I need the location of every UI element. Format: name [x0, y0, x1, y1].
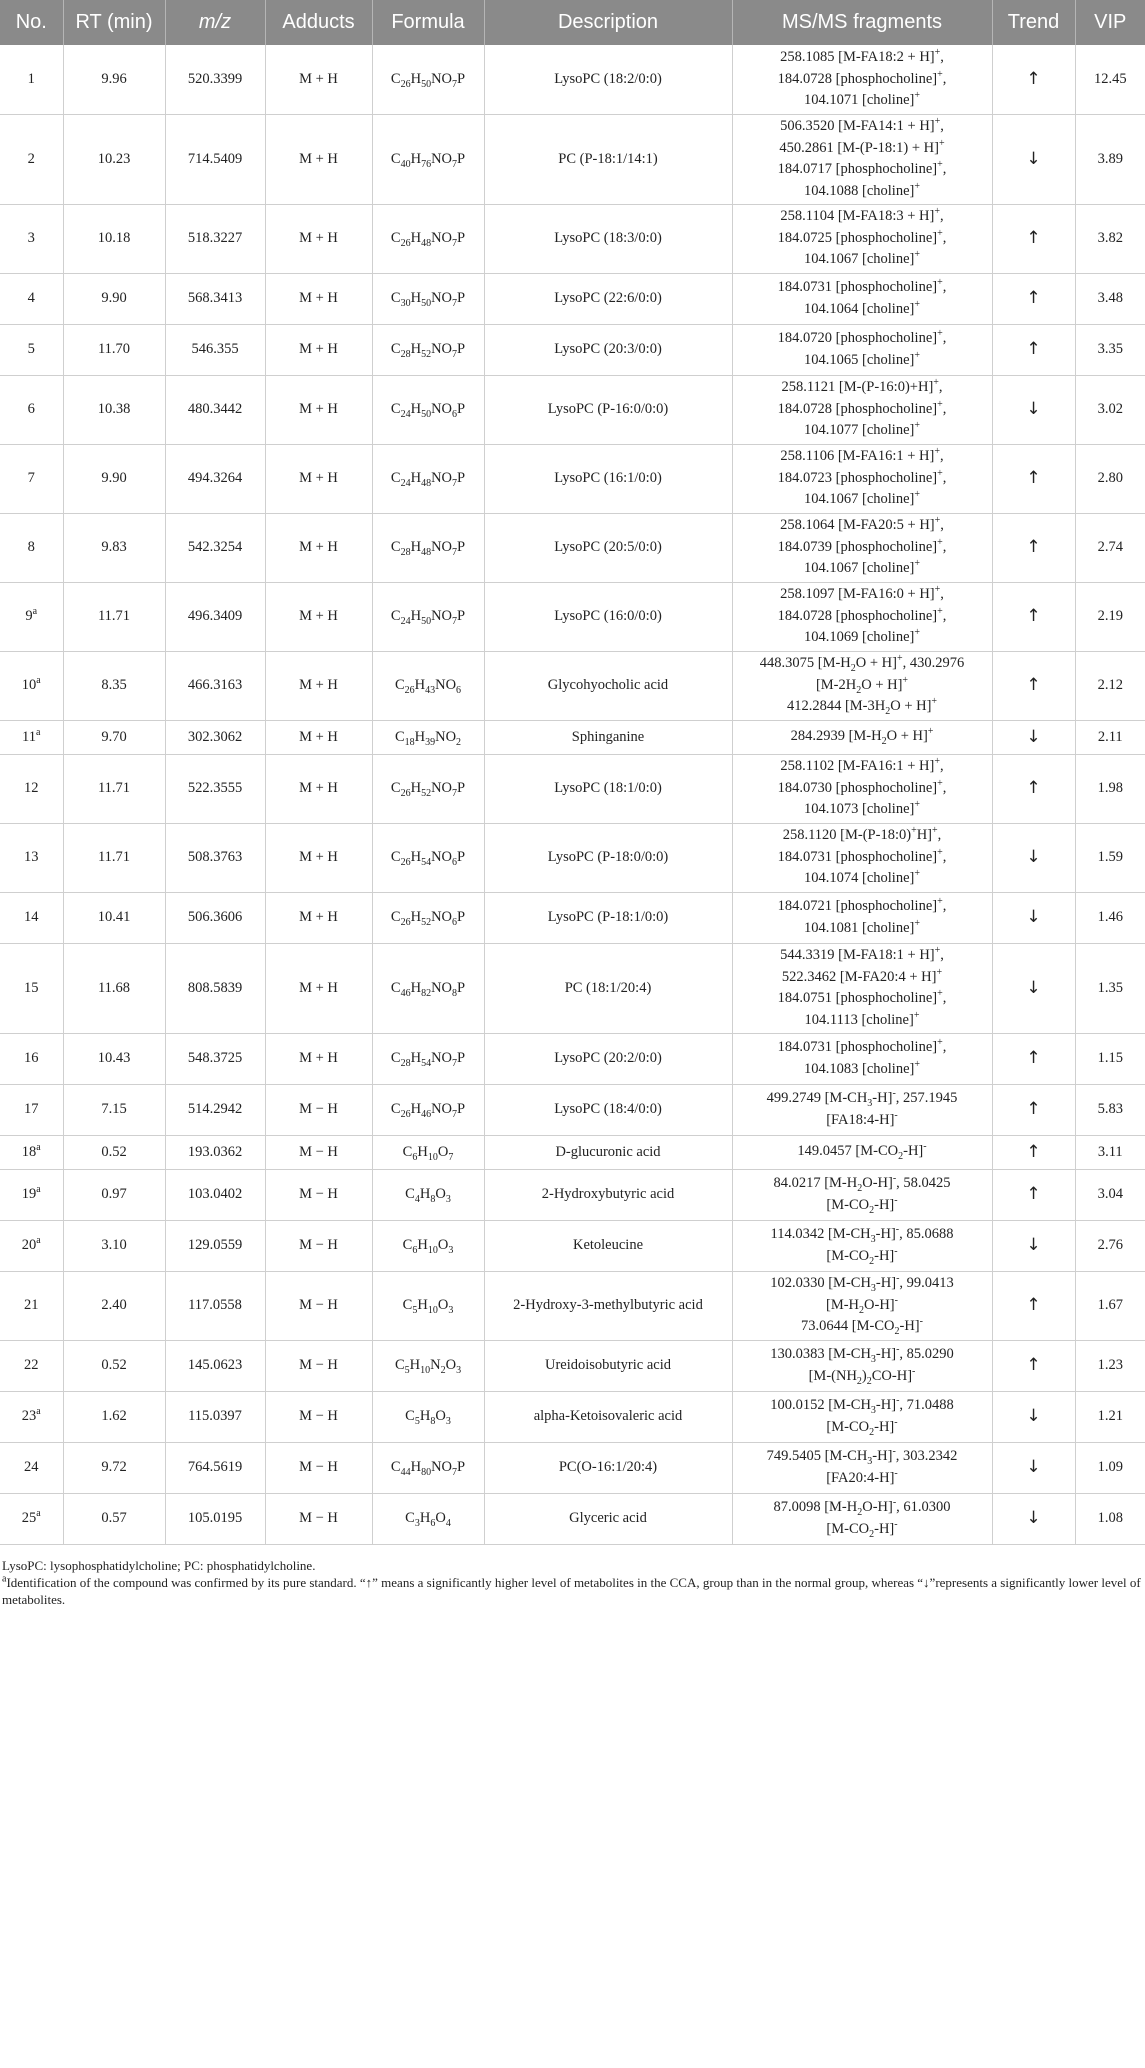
table-row	[0, 273, 1145, 324]
cell-rt: 8.35	[63, 651, 165, 720]
table-row	[0, 1033, 1145, 1084]
table-row	[0, 651, 1145, 720]
cell-trend: ↑	[992, 582, 1075, 651]
cell-mz: 542.3254	[165, 513, 265, 582]
cell-rt: 10.41	[63, 892, 165, 943]
header-fragments: MS/MS fragments	[732, 0, 992, 45]
cell-vip: 2.19	[1075, 582, 1145, 651]
cell-adduct: M + H	[265, 582, 372, 651]
table-header	[0, 0, 1145, 45]
cell-adduct: M + H	[265, 375, 372, 444]
cell-trend: ↓	[992, 375, 1075, 444]
cell-no: 17	[0, 1084, 63, 1135]
cell-formula: $C_5H_{10}N_2O_3$	[372, 1340, 484, 1391]
cell-description: LysoPC (20:5/0:0)	[484, 513, 732, 582]
cell-mz: 808.5839	[165, 943, 265, 1033]
cell-mz: 514.2942	[165, 1084, 265, 1135]
table-row	[0, 114, 1145, 204]
cell-adduct: M + H	[265, 444, 372, 513]
cell-adduct: M − H	[265, 1271, 372, 1340]
cell-no: 14	[0, 892, 63, 943]
cell-description: LysoPC (18:3/0:0)	[484, 204, 732, 273]
cell-mz: 193.0362	[165, 1135, 265, 1169]
cell-mz: 302.3062	[165, 720, 265, 754]
cell-description: Sphinganine	[484, 720, 732, 754]
cell-rt: 0.52	[63, 1340, 165, 1391]
cell-fragments: 258.1121 [M-(P-16:0)+H]+, 184.0728 [phosphocholine]+, 104.1077 [choline]+	[732, 375, 992, 444]
cell-trend: ↑	[992, 1135, 1075, 1169]
cell-no: 11$^a$	[0, 720, 63, 754]
cell-fragments: 544.3319 [M-FA18:1 + H]+, 522.3462 [M-FA20:4 + H]+ 184.0751 [phosphocholine]+, 104.1113 [choline]+	[732, 943, 992, 1033]
cell-adduct: M + H	[265, 720, 372, 754]
cell-trend: ↓	[992, 1220, 1075, 1271]
cell-fragments: 149.0457 $[M-CO_2-H]^-$	[732, 1135, 992, 1169]
cell-rt: 9.83	[63, 513, 165, 582]
cell-mz: 508.3763	[165, 823, 265, 892]
cell-description: LysoPC (16:0/0:0)	[484, 582, 732, 651]
cell-vip: 1.09	[1075, 1442, 1145, 1493]
cell-fragments: 448.3075 $[M-H_2O + H]^+$, 430.2976 $[M-2H_2O + H]^+$ 412.2844 $[M-3H_2O + H]^+$	[732, 651, 992, 720]
cell-trend: ↑	[992, 754, 1075, 823]
cell-mz: 466.3163	[165, 651, 265, 720]
table-row	[0, 1391, 1145, 1442]
table-body	[0, 45, 1145, 1544]
header-no: No.	[0, 0, 63, 45]
cell-adduct: M − H	[265, 1493, 372, 1544]
header-trend: Trend	[992, 0, 1075, 45]
table-row	[0, 45, 1145, 114]
cell-no: 16	[0, 1033, 63, 1084]
cell-fragments: 184.0731 [phosphocholine]+, 104.1083 [choline]+	[732, 1033, 992, 1084]
cell-rt: 1.62	[63, 1391, 165, 1442]
cell-no: 18$^a$	[0, 1135, 63, 1169]
cell-fragments: 114.0342 $[M-CH_3-H]^-$, 85.0688 $[M-CO_2-H]^-$	[732, 1220, 992, 1271]
cell-rt: 11.70	[63, 324, 165, 375]
cell-no: 13	[0, 823, 63, 892]
cell-formula: $C_6H_{10}O_7$	[372, 1135, 484, 1169]
cell-mz: 506.3606	[165, 892, 265, 943]
cell-rt: 9.70	[63, 720, 165, 754]
table-row	[0, 1220, 1145, 1271]
cell-mz: 518.3227	[165, 204, 265, 273]
cell-description: LysoPC (18:4/0:0)	[484, 1084, 732, 1135]
cell-description: LysoPC (20:2/0:0)	[484, 1033, 732, 1084]
cell-vip: 1.35	[1075, 943, 1145, 1033]
table-row	[0, 1340, 1145, 1391]
cell-vip: 3.04	[1075, 1169, 1145, 1220]
cell-trend: ↑	[992, 324, 1075, 375]
standard-mark: a	[36, 1184, 41, 1196]
standard-mark: a	[36, 1508, 41, 1520]
cell-formula: $C_{26}H_{43}NO_6$	[372, 651, 484, 720]
cell-fragments: 184.0720 [phosphocholine]+, 104.1065 [choline]+	[732, 324, 992, 375]
cell-formula: $C_{30}H_{50}NO_7P$	[372, 273, 484, 324]
table-row	[0, 1084, 1145, 1135]
cell-description: Glyceric acid	[484, 1493, 732, 1544]
cell-description: PC(O-16:1/20:4)	[484, 1442, 732, 1493]
cell-rt: 9.90	[63, 273, 165, 324]
cell-no: 25$^a$	[0, 1493, 63, 1544]
cell-description: LysoPC (18:1/0:0)	[484, 754, 732, 823]
cell-no: 15	[0, 943, 63, 1033]
cell-fragments: 258.1104 [M-FA18:3 + H]+, 184.0725 [phosphocholine]+, 104.1067 [choline]+	[732, 204, 992, 273]
cell-fragments: 499.2749 $[M-CH_3-H]^-$, 257.1945 [FA18:4-H]-	[732, 1084, 992, 1135]
cell-description: LysoPC (P-18:1/0:0)	[484, 892, 732, 943]
cell-trend: ↑	[992, 1340, 1075, 1391]
cell-no: 24	[0, 1442, 63, 1493]
cell-fragments: 258.1064 [M-FA20:5 + H]+, 184.0739 [phosphocholine]+, 104.1067 [choline]+	[732, 513, 992, 582]
table-row	[0, 1169, 1145, 1220]
cell-trend: ↑	[992, 513, 1075, 582]
cell-no: 1	[0, 45, 63, 114]
cell-adduct: M − H	[265, 1442, 372, 1493]
cell-no: 23$^a$	[0, 1391, 63, 1442]
cell-formula: $C_{24}H_{50}NO_7P$	[372, 582, 484, 651]
table-row	[0, 720, 1145, 754]
table-row	[0, 943, 1145, 1033]
cell-formula: $C_{26}H_{48}NO_7P$	[372, 204, 484, 273]
cell-formula: $C_{46}H_{82}NO_8P$	[372, 943, 484, 1033]
standard-mark: a	[36, 1235, 41, 1247]
cell-no: 22	[0, 1340, 63, 1391]
cell-fragments: 284.2939 $[M-H_2O + H]^+$	[732, 720, 992, 754]
cell-vip: 3.35	[1075, 324, 1145, 375]
header-vip: VIP	[1075, 0, 1145, 45]
cell-no: 9$^a$	[0, 582, 63, 651]
cell-trend: ↑	[992, 1033, 1075, 1084]
cell-description: Ketoleucine	[484, 1220, 732, 1271]
cell-rt: 10.38	[63, 375, 165, 444]
cell-formula: $C_4H_8O_3$	[372, 1169, 484, 1220]
cell-no: 4	[0, 273, 63, 324]
cell-description: 2-Hydroxybutyric acid	[484, 1169, 732, 1220]
table-row	[0, 444, 1145, 513]
cell-trend: ↑	[992, 444, 1075, 513]
standard-mark: a	[32, 606, 38, 618]
cell-fragments: 258.1097 [M-FA16:0 + H]+, 184.0728 [phosphocholine]+, 104.1069 [choline]+	[732, 582, 992, 651]
cell-trend: ↓	[992, 1391, 1075, 1442]
cell-description: alpha-Ketoisovaleric acid	[484, 1391, 732, 1442]
cell-formula: $C_{44}H_{80}NO_7P$	[372, 1442, 484, 1493]
cell-trend: ↓	[992, 892, 1075, 943]
cell-adduct: M + H	[265, 943, 372, 1033]
cell-mz: 764.5619	[165, 1442, 265, 1493]
cell-rt: 7.15	[63, 1084, 165, 1135]
cell-description: Glycohyocholic acid	[484, 651, 732, 720]
cell-mz: 496.3409	[165, 582, 265, 651]
cell-vip: 1.46	[1075, 892, 1145, 943]
cell-formula: $C_5H_8O_3$	[372, 1391, 484, 1442]
table-row	[0, 1442, 1145, 1493]
cell-formula: $C_{26}H_{52}NO_6P$	[372, 892, 484, 943]
cell-trend: ↓	[992, 823, 1075, 892]
cell-adduct: M + H	[265, 114, 372, 204]
cell-rt: 0.52	[63, 1135, 165, 1169]
table-row	[0, 892, 1145, 943]
table-row	[0, 375, 1145, 444]
cell-adduct: M + H	[265, 1033, 372, 1084]
cell-adduct: M − H	[265, 1391, 372, 1442]
cell-trend: ↑	[992, 651, 1075, 720]
cell-fragments: 258.1085 [M-FA18:2 + H]+, 184.0728 [phosphocholine]+, 104.1071 [choline]+	[732, 45, 992, 114]
cell-description: LysoPC (22:6/0:0)	[484, 273, 732, 324]
cell-fragments: 506.3520 [M-FA14:1 + H]+, 450.2861 [M-(P-18:1) + H]+ 184.0717 [phosphocholine]+, 104.1088 [choline]+	[732, 114, 992, 204]
cell-vip: 2.76	[1075, 1220, 1145, 1271]
cell-no: 5	[0, 324, 63, 375]
cell-rt: 0.57	[63, 1493, 165, 1544]
cell-vip: 3.02	[1075, 375, 1145, 444]
cell-description: LysoPC (20:3/0:0)	[484, 324, 732, 375]
cell-adduct: M − H	[265, 1135, 372, 1169]
table-row	[0, 823, 1145, 892]
cell-formula: $C_{18}H_{39}NO_2$	[372, 720, 484, 754]
cell-fragments: 102.0330 $[M-CH_3-H]^-$, 99.0413 $[M-H_2O-H]^-$ 73.0644 $[M-CO_2-H]^-$	[732, 1271, 992, 1340]
cell-formula: $C_{26}H_{46}NO_7P$	[372, 1084, 484, 1135]
cell-no: 12	[0, 754, 63, 823]
table-row	[0, 324, 1145, 375]
cell-trend: ↓	[992, 720, 1075, 754]
cell-vip: 2.80	[1075, 444, 1145, 513]
cell-rt: 11.71	[63, 582, 165, 651]
table-row	[0, 754, 1145, 823]
cell-no: 3	[0, 204, 63, 273]
standard-mark: a	[36, 726, 41, 738]
cell-fragments: 258.1120 [M-(P-18:0)+H]+, 184.0731 [phosphocholine]+, 104.1074 [choline]+	[732, 823, 992, 892]
cell-rt: 9.90	[63, 444, 165, 513]
cell-mz: 480.3442	[165, 375, 265, 444]
cell-adduct: M + H	[265, 651, 372, 720]
cell-fragments: 184.0731 [phosphocholine]+, 104.1064 [choline]+	[732, 273, 992, 324]
table-row	[0, 1135, 1145, 1169]
cell-formula: $C_{26}H_{54}NO_6P$	[372, 823, 484, 892]
cell-formula: $C_3H_6O_4$	[372, 1493, 484, 1544]
cell-rt: 11.71	[63, 823, 165, 892]
cell-vip: 5.83	[1075, 1084, 1145, 1135]
cell-mz: 522.3555	[165, 754, 265, 823]
cell-formula: $C_{24}H_{48}NO_7P$	[372, 444, 484, 513]
cell-mz: 103.0402	[165, 1169, 265, 1220]
cell-formula: $C_{28}H_{48}NO_7P$	[372, 513, 484, 582]
cell-formula: $C_{28}H_{52}NO_7P$	[372, 324, 484, 375]
cell-vip: 2.74	[1075, 513, 1145, 582]
cell-no: 19$^a$	[0, 1169, 63, 1220]
cell-fragments: 749.5405 $[M-CH_3-H]^-$, 303.2342 [FA20:4-H]-	[732, 1442, 992, 1493]
cell-fragments: 100.0152 $[M-CH_3-H]^-$, 71.0488 $[M-CO_2-H]^-$	[732, 1391, 992, 1442]
cell-trend: ↑	[992, 204, 1075, 273]
cell-vip: 1.08	[1075, 1493, 1145, 1544]
cell-no: 20$^a$	[0, 1220, 63, 1271]
cell-trend: ↓	[992, 943, 1075, 1033]
cell-adduct: M + H	[265, 754, 372, 823]
cell-description: LysoPC (P-16:0/0:0)	[484, 375, 732, 444]
cell-vip: 1.15	[1075, 1033, 1145, 1084]
cell-adduct: M − H	[265, 1220, 372, 1271]
cell-formula: $C_{28}H_{54}NO_7P$	[372, 1033, 484, 1084]
cell-trend: ↓	[992, 1493, 1075, 1544]
cell-vip: 1.98	[1075, 754, 1145, 823]
cell-mz: 105.0195	[165, 1493, 265, 1544]
cell-adduct: M + H	[265, 273, 372, 324]
cell-adduct: M − H	[265, 1084, 372, 1135]
cell-rt: 11.68	[63, 943, 165, 1033]
header-formula: Formula	[372, 0, 484, 45]
cell-adduct: M + H	[265, 513, 372, 582]
cell-mz: 714.5409	[165, 114, 265, 204]
table-row	[0, 1493, 1145, 1544]
abbreviation-note: LysoPC: lysophosphatidylcholine; PC: phosphatidylcholine.	[2, 1557, 316, 1573]
cell-adduct: M − H	[265, 1340, 372, 1391]
cell-vip: 2.12	[1075, 651, 1145, 720]
header-adducts: Adducts	[265, 0, 372, 45]
cell-trend: ↑	[992, 1084, 1075, 1135]
cell-no: 8	[0, 513, 63, 582]
cell-mz: 520.3399	[165, 45, 265, 114]
cell-vip: 1.59	[1075, 823, 1145, 892]
cell-rt: 2.40	[63, 1271, 165, 1340]
cell-adduct: M + H	[265, 324, 372, 375]
cell-vip: 1.23	[1075, 1340, 1145, 1391]
cell-trend: ↑	[992, 1169, 1075, 1220]
cell-trend: ↑	[992, 45, 1075, 114]
cell-rt: 3.10	[63, 1220, 165, 1271]
table-row	[0, 513, 1145, 582]
cell-adduct: M + H	[265, 204, 372, 273]
cell-vip: 1.67	[1075, 1271, 1145, 1340]
cell-mz: 548.3725	[165, 1033, 265, 1084]
cell-no: 10$^a$	[0, 651, 63, 720]
cell-formula: $C_5H_{10}O_3$	[372, 1271, 484, 1340]
footnote	[2, 1574, 1143, 1608]
cell-vip: 1.21	[1075, 1391, 1145, 1442]
cell-vip: 3.89	[1075, 114, 1145, 204]
cell-description: LysoPC (P-18:0/0:0)	[484, 823, 732, 892]
cell-rt: 9.96	[63, 45, 165, 114]
table-row	[0, 582, 1145, 651]
cell-mz: 129.0559	[165, 1220, 265, 1271]
cell-fragments: 184.0721 [phosphocholine]+, 104.1081 [choline]+	[732, 892, 992, 943]
cell-rt: 9.72	[63, 1442, 165, 1493]
header-rt: RT (min)	[63, 0, 165, 45]
table-row	[0, 1271, 1145, 1340]
cell-mz: 546.355	[165, 324, 265, 375]
cell-trend: ↓	[992, 114, 1075, 204]
cell-vip: 2.11	[1075, 720, 1145, 754]
standard-mark: a	[36, 1406, 41, 1418]
cell-rt: 11.71	[63, 754, 165, 823]
cell-trend: ↓	[992, 1442, 1075, 1493]
cell-formula: $C_{40}H_{76}NO_7P$	[372, 114, 484, 204]
cell-description: D-glucuronic acid	[484, 1135, 732, 1169]
cell-trend: ↑	[992, 273, 1075, 324]
cell-no: 7	[0, 444, 63, 513]
cell-fragments: 130.0383 $[M-CH_3-H]^-$, 85.0290 $[M-(NH_2)_2CO-H]^-$	[732, 1340, 992, 1391]
cell-mz: 494.3264	[165, 444, 265, 513]
cell-description: PC (18:1/20:4)	[484, 943, 732, 1033]
cell-no: 6	[0, 375, 63, 444]
table-row	[0, 204, 1145, 273]
cell-vip: 3.11	[1075, 1135, 1145, 1169]
cell-rt: 10.23	[63, 114, 165, 204]
cell-fragments: 258.1102 [M-FA16:1 + H]+, 184.0730 [phosphocholine]+, 104.1073 [choline]+	[732, 754, 992, 823]
table-notes	[0, 1545, 1145, 1608]
cell-mz: 115.0397	[165, 1391, 265, 1442]
cell-fragments: 87.0098 $[M-H_2O-H]^-$, 61.0300 $[M-CO_2-H]^-$	[732, 1493, 992, 1544]
cell-vip: 3.48	[1075, 273, 1145, 324]
footnote-text: Identification of the compound was confirmed by its pure standard. “↑” means a significantly higher level of metabolites in the CCA, group than in the normal group, whereas “↓”represents a significantly lower level of metabolites.	[2, 1574, 1141, 1607]
cell-description: LysoPC (16:1/0:0)	[484, 444, 732, 513]
footnote-mark: a	[2, 1573, 7, 1585]
cell-mz: 568.3413	[165, 273, 265, 324]
cell-no: 2	[0, 114, 63, 204]
header-description: Description	[484, 0, 732, 45]
standard-mark: a	[36, 1141, 41, 1153]
cell-trend: ↑	[992, 1271, 1075, 1340]
cell-adduct: M + H	[265, 892, 372, 943]
cell-adduct: M − H	[265, 1169, 372, 1220]
cell-vip: 3.82	[1075, 204, 1145, 273]
header-mz: m/z	[165, 0, 265, 45]
cell-rt: 0.97	[63, 1169, 165, 1220]
cell-fragments: 258.1106 [M-FA16:1 + H]+, 184.0723 [phosphocholine]+, 104.1067 [choline]+	[732, 444, 992, 513]
cell-adduct: M + H	[265, 823, 372, 892]
cell-description: Ureidoisobutyric acid	[484, 1340, 732, 1391]
cell-formula: $C_{24}H_{50}NO_6P$	[372, 375, 484, 444]
cell-rt: 10.43	[63, 1033, 165, 1084]
cell-formula: $C_{26}H_{50}NO_7P$	[372, 45, 484, 114]
cell-no: 21	[0, 1271, 63, 1340]
cell-mz: 145.0623	[165, 1340, 265, 1391]
cell-formula: $C_{26}H_{52}NO_7P$	[372, 754, 484, 823]
cell-rt: 10.18	[63, 204, 165, 273]
cell-description: PC (P-18:1/14:1)	[484, 114, 732, 204]
cell-description: LysoPC (18:2/0:0)	[484, 45, 732, 114]
cell-adduct: M + H	[265, 45, 372, 114]
cell-formula: $C_6H_{10}O_3$	[372, 1220, 484, 1271]
cell-fragments: 84.0217 $[M-H_2O-H]^-$, 58.0425 $[M-CO_2-H]^-$	[732, 1169, 992, 1220]
standard-mark: a	[36, 675, 41, 687]
cell-description: 2-Hydroxy-3-methylbutyric acid	[484, 1271, 732, 1340]
cell-vip: 12.45	[1075, 45, 1145, 114]
cell-mz: 117.0558	[165, 1271, 265, 1340]
